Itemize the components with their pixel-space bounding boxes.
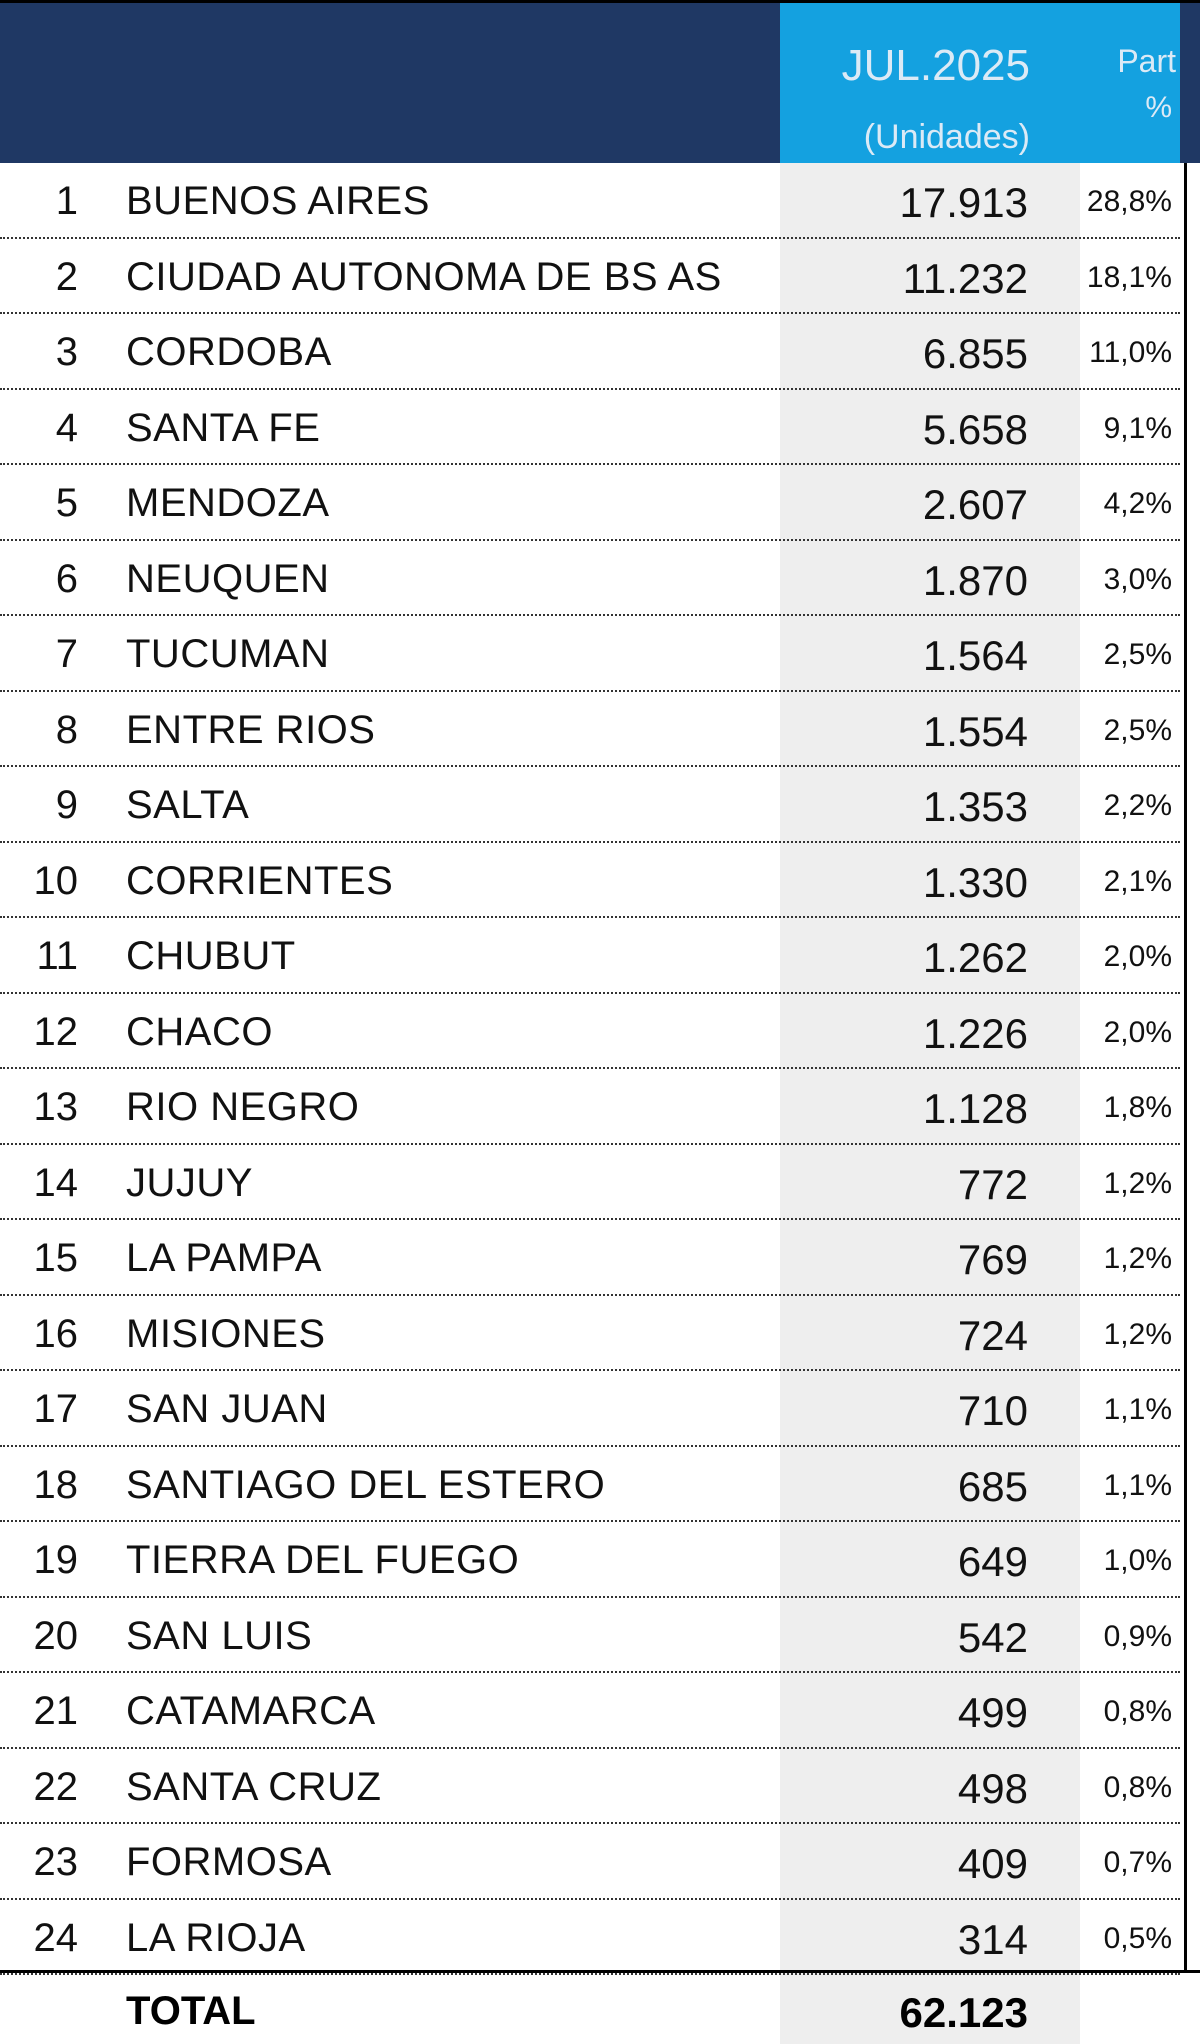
province-cell: CIUDAD AUTONOMA DE BS AS [126, 254, 722, 299]
table-row [0, 1371, 1180, 1447]
rank-cell: 4 [55, 405, 78, 450]
share-cell: 1,8% [1103, 1091, 1172, 1124]
province-cell: CORDOBA [126, 330, 332, 374]
share-cell: 1,0% [1103, 1544, 1172, 1577]
rank-cell: 13 [33, 1085, 78, 1129]
units-cell: 1.226 [922, 1009, 1028, 1057]
period-label: JUL.2025 [841, 41, 1030, 90]
units-cell: 1.128 [922, 1085, 1028, 1132]
province-cell: SANTA CRUZ [126, 1764, 382, 1809]
table-row [0, 541, 1180, 617]
rank-cell: 22 [33, 1764, 78, 1809]
share-cell: 1,2% [1103, 1242, 1172, 1275]
units-cell: 5.658 [922, 405, 1028, 453]
units-cell: 685 [957, 1462, 1028, 1510]
rank-cell: 14 [33, 1160, 78, 1205]
province-cell: TUCUMAN [126, 632, 330, 676]
province-cell: SAN JUAN [126, 1387, 328, 1431]
rank-cell: 19 [33, 1538, 78, 1582]
rank-cell: 11 [36, 934, 78, 978]
share-cell: 1,1% [1103, 1393, 1172, 1426]
table-row [0, 1598, 1180, 1674]
share-cell: 1,1% [1103, 1468, 1172, 1502]
rank-cell: 5 [55, 481, 78, 525]
units-cell: 772 [957, 1160, 1028, 1208]
table-row [0, 616, 1180, 692]
units-cell: 1.564 [922, 632, 1028, 679]
units-cell: 710 [957, 1387, 1028, 1434]
province-cell: ENTRE RIOS [126, 707, 376, 752]
units-cell: 314 [957, 1915, 1028, 1963]
share-cell: 2,2% [1103, 789, 1172, 822]
unit-label: (Unidades) [863, 118, 1030, 156]
share-cell: 2,5% [1103, 713, 1172, 747]
table-row [0, 1069, 1180, 1145]
table-row [0, 465, 1180, 541]
table-row [0, 1522, 1180, 1598]
table-row [0, 239, 1180, 315]
rank-cell: 10 [33, 858, 78, 903]
share-cell: 1,2% [1103, 1166, 1172, 1200]
rank-cell: 3 [55, 330, 78, 374]
table-row [0, 918, 1180, 994]
rank-cell: 17 [33, 1387, 78, 1431]
share-cell: 3,0% [1103, 562, 1172, 596]
province-cell: BUENOS AIRES [126, 179, 430, 223]
share-cell: 2,0% [1103, 940, 1172, 973]
total-value: 62.123 [899, 1989, 1028, 2036]
share-cell: 0,9% [1103, 1619, 1172, 1653]
total-label: TOTAL [126, 1989, 256, 2033]
units-cell: 1.330 [922, 858, 1028, 906]
province-cell: CATAMARCA [126, 1689, 376, 1733]
rank-cell: 7 [55, 632, 78, 676]
province-cell: SANTIAGO DEL ESTERO [126, 1462, 606, 1507]
province-cell: JUJUY [126, 1160, 253, 1205]
share-cell: 2,5% [1103, 638, 1172, 671]
province-cell: CHACO [126, 1009, 273, 1054]
table-row [0, 994, 1180, 1070]
province-cell: FORMOSA [126, 1840, 332, 1884]
share-cell: 28,8% [1086, 185, 1172, 218]
share-cell: 4,2% [1103, 487, 1172, 520]
province-cell: RIO NEGRO [126, 1085, 360, 1129]
share-cell: 0,8% [1103, 1695, 1172, 1728]
table-row [0, 314, 1180, 390]
province-cell: MENDOZA [126, 481, 330, 525]
table-row [0, 692, 1180, 768]
rank-cell: 21 [33, 1689, 78, 1733]
table-row [0, 390, 1180, 466]
units-cell: 724 [957, 1311, 1028, 1359]
table-row [0, 767, 1180, 843]
table-row [0, 1145, 1180, 1221]
share-cell: 0,8% [1103, 1770, 1172, 1804]
share-cell: 18,1% [1086, 260, 1172, 294]
table-row [0, 1296, 1180, 1372]
units-cell: 542 [957, 1613, 1028, 1661]
province-cell: SALTA [126, 783, 250, 827]
units-cell: 6.855 [922, 330, 1028, 377]
province-cell: CHUBUT [126, 934, 296, 978]
part-header-cell [1080, 3, 1180, 163]
table-row [0, 1749, 1180, 1825]
units-cell: 409 [957, 1840, 1028, 1887]
table-row [0, 163, 1180, 239]
units-cell: 11.232 [902, 254, 1028, 302]
units-cell: 498 [957, 1764, 1028, 1812]
units-cell: 1.262 [922, 934, 1028, 981]
part-label: Part [1117, 43, 1176, 79]
units-cell: 1.870 [922, 556, 1028, 604]
share-cell: 0,5% [1103, 1921, 1172, 1955]
table-row [0, 1447, 1180, 1523]
table-row [0, 1824, 1180, 1900]
right-border [1184, 163, 1187, 1973]
province-cell: NEUQUEN [126, 556, 330, 601]
province-cell: TIERRA DEL FUEGO [126, 1538, 520, 1582]
rank-cell: 20 [33, 1613, 78, 1658]
total-row [0, 1970, 1200, 2044]
share-cell: 2,1% [1103, 864, 1172, 898]
table-row [0, 1900, 1180, 1976]
rank-cell: 9 [55, 783, 78, 827]
province-cell: LA RIOJA [126, 1915, 306, 1960]
share-cell: 9,1% [1103, 411, 1172, 445]
units-cell: 499 [957, 1689, 1028, 1736]
province-cell: MISIONES [126, 1311, 326, 1356]
share-cell: 1,2% [1103, 1317, 1172, 1351]
rank-cell: 6 [55, 556, 78, 601]
share-cell: 0,7% [1103, 1846, 1172, 1879]
units-cell: 17.913 [899, 179, 1028, 226]
province-cell: SANTA FE [126, 405, 321, 450]
rank-cell: 2 [55, 254, 78, 299]
units-cell: 1.554 [922, 707, 1028, 755]
rank-cell: 16 [33, 1311, 78, 1356]
rank-cell: 1 [55, 179, 78, 223]
units-cell: 1.353 [922, 783, 1028, 830]
units-cell: 649 [957, 1538, 1028, 1585]
percent-label: % [1145, 91, 1172, 124]
table-row [0, 1220, 1180, 1296]
rank-cell: 24 [33, 1915, 78, 1960]
units-cell: 769 [957, 1236, 1028, 1283]
units-cell: 2.607 [922, 481, 1028, 528]
share-cell: 2,0% [1103, 1015, 1172, 1049]
rank-cell: 18 [33, 1462, 78, 1507]
header-edge [1180, 3, 1200, 163]
rank-cell: 23 [33, 1840, 78, 1884]
rank-cell: 8 [55, 707, 78, 752]
province-cell: CORRIENTES [126, 858, 394, 903]
share-cell: 11,0% [1089, 336, 1172, 369]
province-cell: SAN LUIS [126, 1613, 313, 1658]
rank-cell: 12 [33, 1009, 78, 1054]
rank-cell: 15 [33, 1236, 78, 1280]
table-row [0, 1673, 1180, 1749]
table-header [0, 0, 1200, 163]
table-row [0, 843, 1180, 919]
province-cell: LA PAMPA [126, 1236, 322, 1280]
